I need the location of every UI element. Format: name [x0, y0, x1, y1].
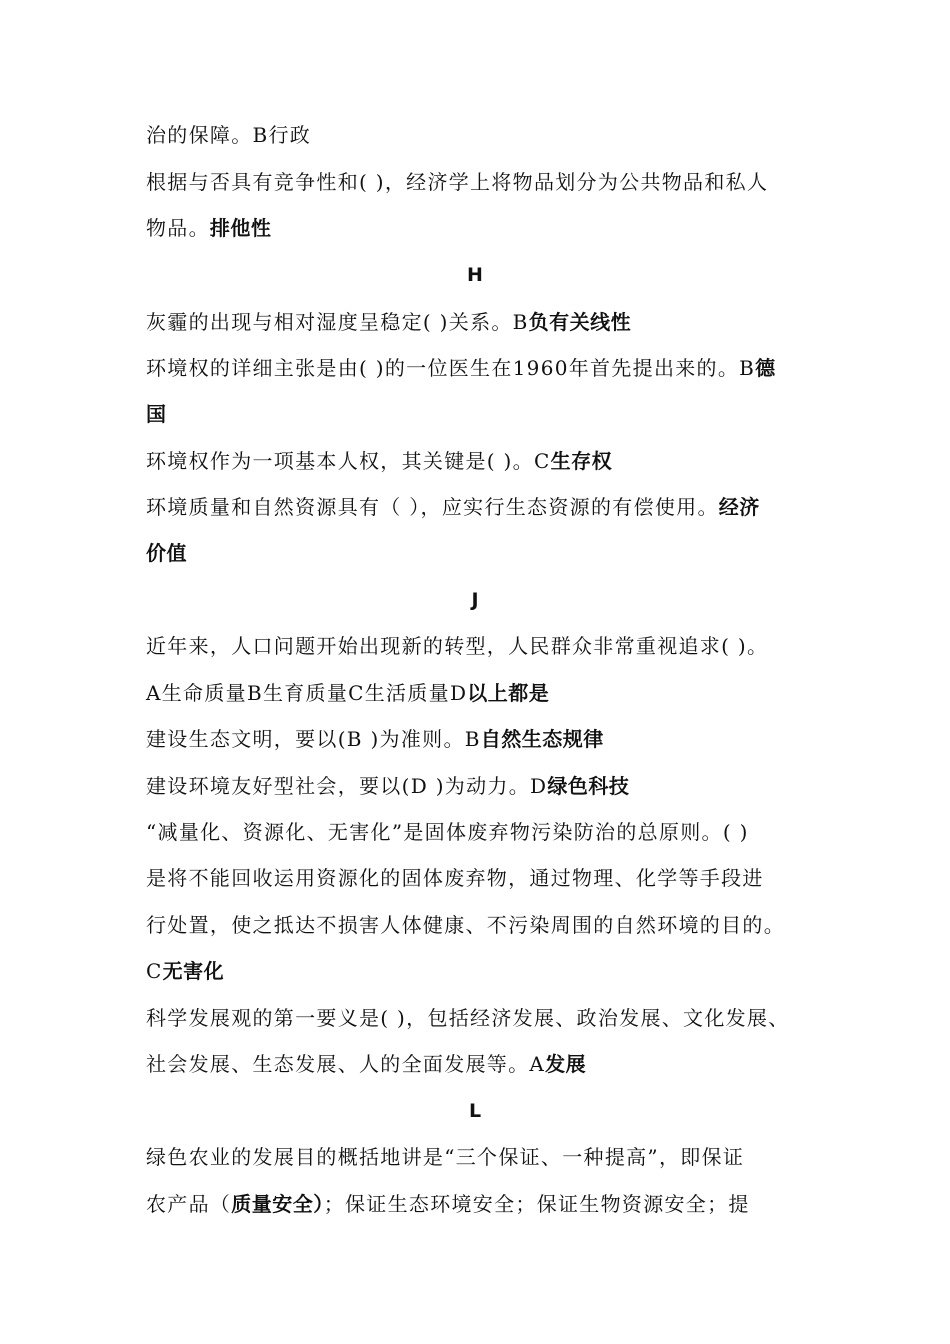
text-line: 建设环境友好型社会，要以(D )为动力。D绿色科技: [146, 774, 630, 798]
text-line: A生命质量B生育质量C生活质量D以上都是: [146, 681, 550, 705]
answer-text: 无害化: [162, 959, 225, 983]
text-line: 根据与否具有竞争性和( )，经济学上将物品划分为公共物品和私人: [146, 170, 769, 194]
text-line: 环境权作为一项基本人权，其关键是( )。C生存权: [146, 449, 613, 473]
answer-text: 排他性: [209, 216, 272, 240]
text-line: 环境质量和自然资源具有（ ），应实行生态资源的有偿使用。经济: [146, 495, 760, 519]
text-line: 绿色农业的发展目的概括地讲是“三个保证、一种提高”，即保证: [146, 1145, 745, 1169]
text-line: 环境权的详细主张是由( )的一位医生在1960年首先提出来的。B德: [146, 356, 776, 380]
text-line: 物品。排他性: [146, 216, 272, 240]
text-line: 灰霾的出现与相对湿度呈稳定( )关系。B负有关线性: [146, 310, 632, 334]
answer-text: 负有关线性: [528, 310, 632, 334]
text-line: 建设生态文明，要以(B )为准则。B自然生态规律: [146, 727, 604, 751]
answer-text: 经济: [718, 495, 760, 519]
text-line: 科学发展观的第一要义是( )，包括经济发展、政治发展、文化发展、: [146, 1006, 790, 1030]
answer-text: 价值: [146, 541, 187, 565]
answer-text: 以上都是: [467, 681, 550, 705]
section-heading-h: H: [467, 264, 483, 286]
text-line: 农产品（质量安全）；保证生态环境安全；保证生物资源安全；提: [146, 1192, 750, 1216]
answer-text: 绿色科技: [547, 774, 630, 798]
answer-text: 生存权: [550, 449, 613, 473]
answer-text: 发展: [545, 1052, 587, 1076]
answer-text: 国: [146, 402, 167, 426]
section-heading-j: J: [471, 589, 479, 611]
text-line: 治的保障。B行政: [146, 123, 312, 147]
text-line: [146, 538, 826, 568]
text-line: 行处置，使之抵达不损害人体健康、不污染周围的自然环境的目的。: [146, 913, 785, 937]
text-line: “减量化、资源化、无害化”是固体废弃物污染防治的总原则。( ): [146, 820, 749, 844]
text-line: C无害化: [146, 959, 225, 983]
section-heading-l: L: [468, 1100, 482, 1122]
answer-text: 德: [755, 356, 776, 380]
text-line: 是将不能回收运用资源化的固体废弃物，通过物理、化学等手段进: [146, 866, 764, 890]
answer-text: 自然生态规律: [480, 727, 604, 751]
answer-text: 质量安全）: [231, 1192, 324, 1216]
text-line: [146, 399, 826, 429]
text-line: 近年来，人口问题开始出现新的转型，人民群众非常重视追求( )。: [146, 634, 769, 658]
text-line: 社会发展、生态发展、人的全面发展等。A发展: [146, 1052, 587, 1076]
